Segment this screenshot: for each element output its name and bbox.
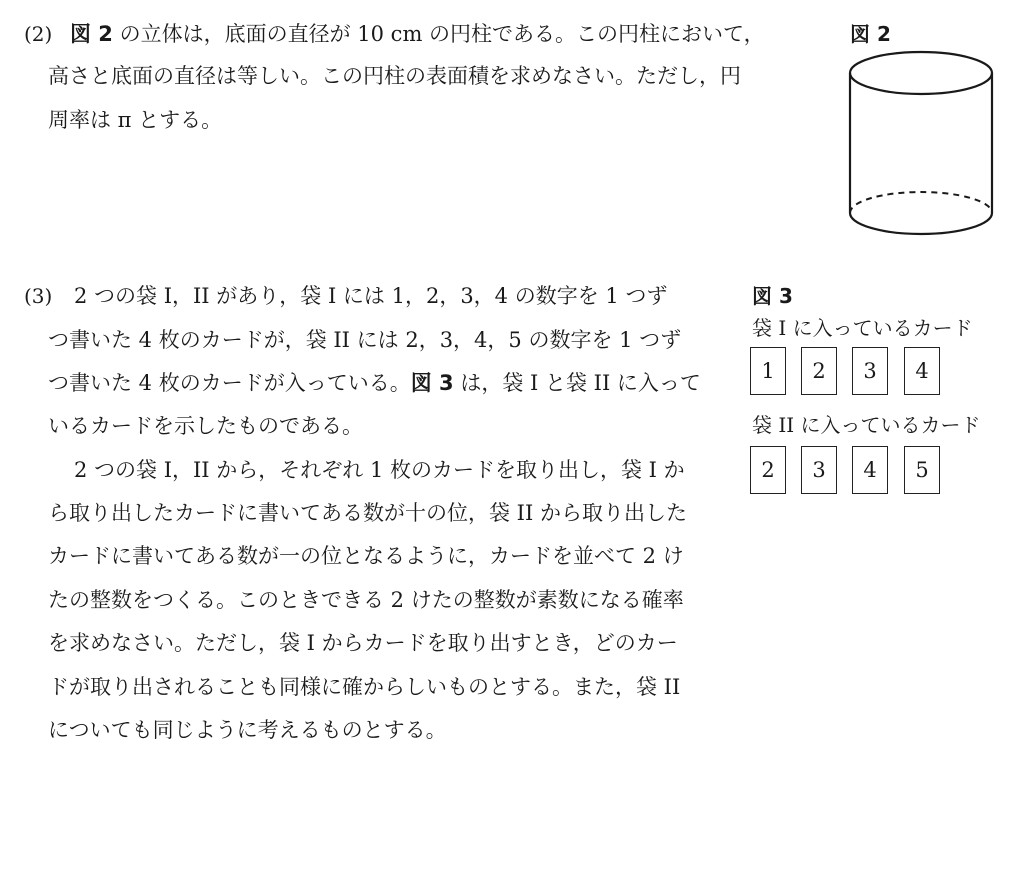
cylinder-bottom-hidden-arc: [850, 192, 992, 213]
question-3-label: (3): [24, 284, 53, 308]
question-3-line-9: を求めなさい。ただし，袋 I からカードを取り出すとき，どのカー: [48, 631, 678, 655]
bag-1-card: 4: [904, 347, 940, 395]
question-2-label: (2): [24, 22, 53, 46]
question-3-line-2: つ書いた 4 枚のカードが，袋 II には 2，3，4，5 の数字を 1 つず: [48, 328, 682, 352]
bag-2-card: 3: [801, 446, 837, 494]
figure-2-reference: 図 2: [70, 22, 113, 46]
figure-2-title: 図 2: [850, 22, 891, 46]
cylinder-bottom-front-arc: [850, 213, 992, 234]
figure-3-reference: 図 3: [410, 371, 454, 395]
bag-1-card: 1: [750, 347, 786, 395]
question-3-line-1: 2 つの袋 I，II があり，袋 I には 1，2，3，4 の数字を 1 つず: [74, 284, 668, 308]
bag-2-caption: 袋 II に入っているカード: [752, 413, 981, 437]
bag-1-card: 2: [801, 347, 837, 395]
question-3-line-5: 2 つの袋 I，II から，それぞれ 1 枚のカードを取り出し，袋 I か: [74, 458, 685, 482]
bag-1-caption: 袋 I に入っているカード: [752, 316, 973, 340]
question-3-line-3: [48, 373, 701, 394]
question-2-line-1-text: の立体は，底面の直径が 10 cm の円柱である。この円柱において，: [112, 22, 765, 46]
cylinder-figure: [842, 48, 1002, 248]
bag-2-card: 2: [750, 446, 786, 494]
question-3-line-4: いるカードを示したものである。: [48, 414, 363, 438]
question-3-line-10: ドが取り出されることも同様に確からしいものとする。また，袋 II: [48, 675, 681, 699]
bag-1-card: 3: [852, 347, 888, 395]
figure-3-title: 図 3: [752, 284, 793, 308]
question-2-line-3: 周率は π とする。: [48, 108, 223, 132]
question-2-line-1: [70, 24, 765, 45]
bag-2-card: 5: [904, 446, 940, 494]
question-3-line-11: についても同じように考えるものとする。: [48, 718, 447, 742]
question-3-line-8: たの整数をつくる。このときできる 2 けたの整数が素数になる確率: [48, 588, 684, 612]
question-3-line-3-text-c: は，袋 I と袋 II に入って: [453, 371, 701, 395]
question-3-line-3-text-a: つ書いた 4 枚のカードが入っている。: [48, 371, 411, 395]
question-2-line-2: 高さと底面の直径は等しい。この円柱の表面積を求めなさい。ただし，円: [48, 64, 741, 88]
question-3-line-6: ら取り出したカードに書いてある数が十の位，袋 II から取り出した: [48, 501, 687, 525]
cylinder-top-ellipse: [850, 52, 992, 94]
question-3-line-7: カードに書いてある数が一の位となるように，カードを並べて 2 け: [48, 544, 684, 568]
bag-2-card: 4: [852, 446, 888, 494]
